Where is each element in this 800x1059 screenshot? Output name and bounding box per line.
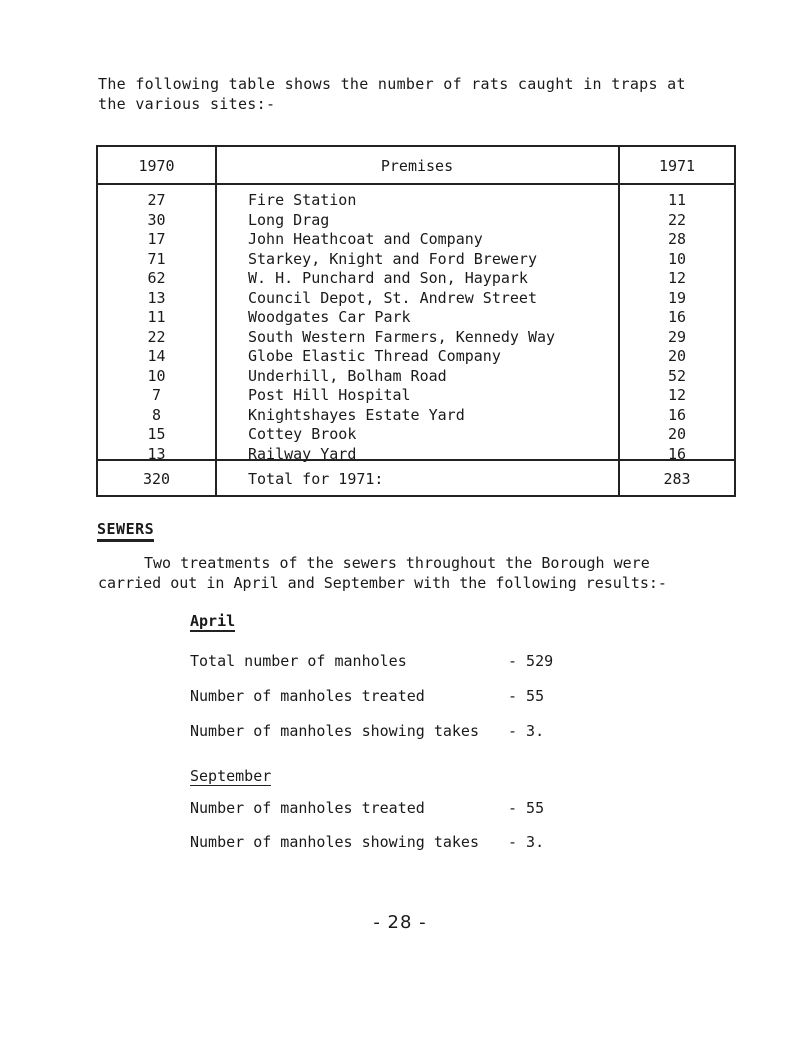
cell-1971: 22 (667, 210, 687, 229)
cell-1971: 12 (667, 386, 687, 404)
table-total-row (98, 469, 734, 489)
total-1971: 283 (663, 470, 691, 488)
table-row (98, 445, 734, 465)
intro-line-2: the various sites:- (98, 95, 276, 113)
stat-label: Number of manholes showing takes (190, 833, 479, 851)
stat-value: - 55 (508, 799, 545, 817)
table-row (98, 211, 734, 231)
stat-value: - 529 (508, 652, 554, 670)
cell-1970: 30 (147, 210, 166, 229)
table-row (98, 347, 734, 367)
cell-1971: 10 (667, 249, 687, 268)
cell-premises: W. H. Punchard and Son, Haypark (248, 269, 528, 287)
september-heading: September (190, 767, 272, 785)
cell-premises: Railway Yard (248, 444, 357, 463)
cell-1970: 27 (147, 191, 166, 209)
cell-1971: 20 (667, 425, 687, 443)
cell-1971: 11 (667, 191, 687, 209)
cell-1970: 8 (151, 405, 162, 424)
table-row (98, 425, 734, 445)
sewers-paragraph-line-2: carried out in April and September with the following results:- (98, 574, 667, 592)
cell-1970: 14 (147, 347, 166, 365)
cell-premises: Fire Station (248, 191, 357, 209)
stat-row (190, 721, 610, 741)
cell-1971: 52 (667, 366, 687, 385)
stat-value: - 55 (508, 687, 545, 705)
table-row (98, 230, 734, 250)
cell-1971: 19 (667, 288, 687, 307)
column-header-premises: Premises (380, 157, 454, 175)
cell-premises: Globe Elastic Thread Company (248, 347, 501, 365)
total-label: Total for 1971: (248, 470, 384, 488)
cell-premises: Knightshayes Estate Yard (248, 405, 465, 424)
stat-value: - 3. (508, 833, 545, 851)
table-row (98, 328, 734, 348)
table-row (98, 308, 734, 328)
cell-1971: 16 (667, 405, 687, 424)
cell-1970: 22 (147, 327, 166, 346)
cell-1970: 13 (147, 288, 166, 307)
stat-label: Number of manholes showing takes (190, 722, 479, 740)
stat-label: Number of manholes treated (190, 799, 425, 817)
table-row (98, 269, 734, 289)
table-row (98, 386, 734, 406)
cell-1970: 13 (147, 444, 166, 463)
intro-text (98, 74, 748, 114)
cell-1970: 7 (151, 386, 162, 404)
cell-premises: Starkey, Knight and Ford Brewery (248, 249, 537, 268)
stat-row (190, 651, 610, 671)
cell-1970: 62 (147, 269, 166, 287)
cell-premises: Underhill, Bolham Road (248, 366, 447, 385)
cell-1970: 17 (147, 230, 166, 248)
cell-1970: 15 (147, 425, 166, 443)
cell-premises: South Western Farmers, Kennedy Way (248, 327, 556, 346)
cell-1970: 71 (147, 249, 166, 268)
header-divider (98, 183, 734, 185)
cell-1970: 10 (147, 366, 166, 385)
stat-label: Total number of manholes (190, 652, 407, 670)
table-row (98, 289, 734, 309)
stat-value: - 3. (508, 722, 545, 740)
table-row (98, 250, 734, 270)
stat-row (190, 686, 610, 706)
cell-premises: Council Depot, St. Andrew Street (248, 288, 537, 307)
cell-premises: John Heathcoat and Company (248, 230, 483, 248)
cell-premises: Long Drag (248, 210, 330, 229)
stat-row (190, 798, 610, 818)
cell-1971: 12 (667, 269, 687, 287)
column-header-1971: 1971 (658, 157, 696, 175)
column-header-1970: 1970 (138, 157, 175, 175)
april-heading: April (190, 612, 236, 630)
stat-label: Number of manholes treated (190, 687, 425, 705)
sewers-paragraph (98, 553, 748, 593)
cell-1971: 16 (667, 444, 687, 463)
total-1970: 320 (142, 470, 171, 488)
stat-row (190, 832, 610, 852)
cell-1971: 20 (667, 347, 687, 365)
cell-1971: 29 (667, 327, 687, 346)
sewers-heading: SEWERS (97, 520, 154, 542)
table-row (98, 406, 734, 426)
cell-1971: 16 (667, 308, 687, 326)
sewers-paragraph-line-1: Two treatments of the sewers throughout the Borough were (144, 554, 650, 572)
cell-1970: 11 (147, 308, 166, 326)
table-row (98, 367, 734, 387)
page-number: - 28 - (373, 912, 427, 933)
cell-premises: Cottey Brook (248, 425, 357, 443)
rats-caught-table (96, 145, 736, 497)
cell-premises: Post Hill Hospital (248, 386, 411, 404)
intro-line-1: The following table shows the number of rats caught in traps at (98, 75, 686, 93)
table-row (98, 191, 734, 211)
table-body (98, 191, 734, 464)
cell-premises: Woodgates Car Park (248, 308, 411, 326)
cell-1971: 28 (667, 230, 687, 248)
